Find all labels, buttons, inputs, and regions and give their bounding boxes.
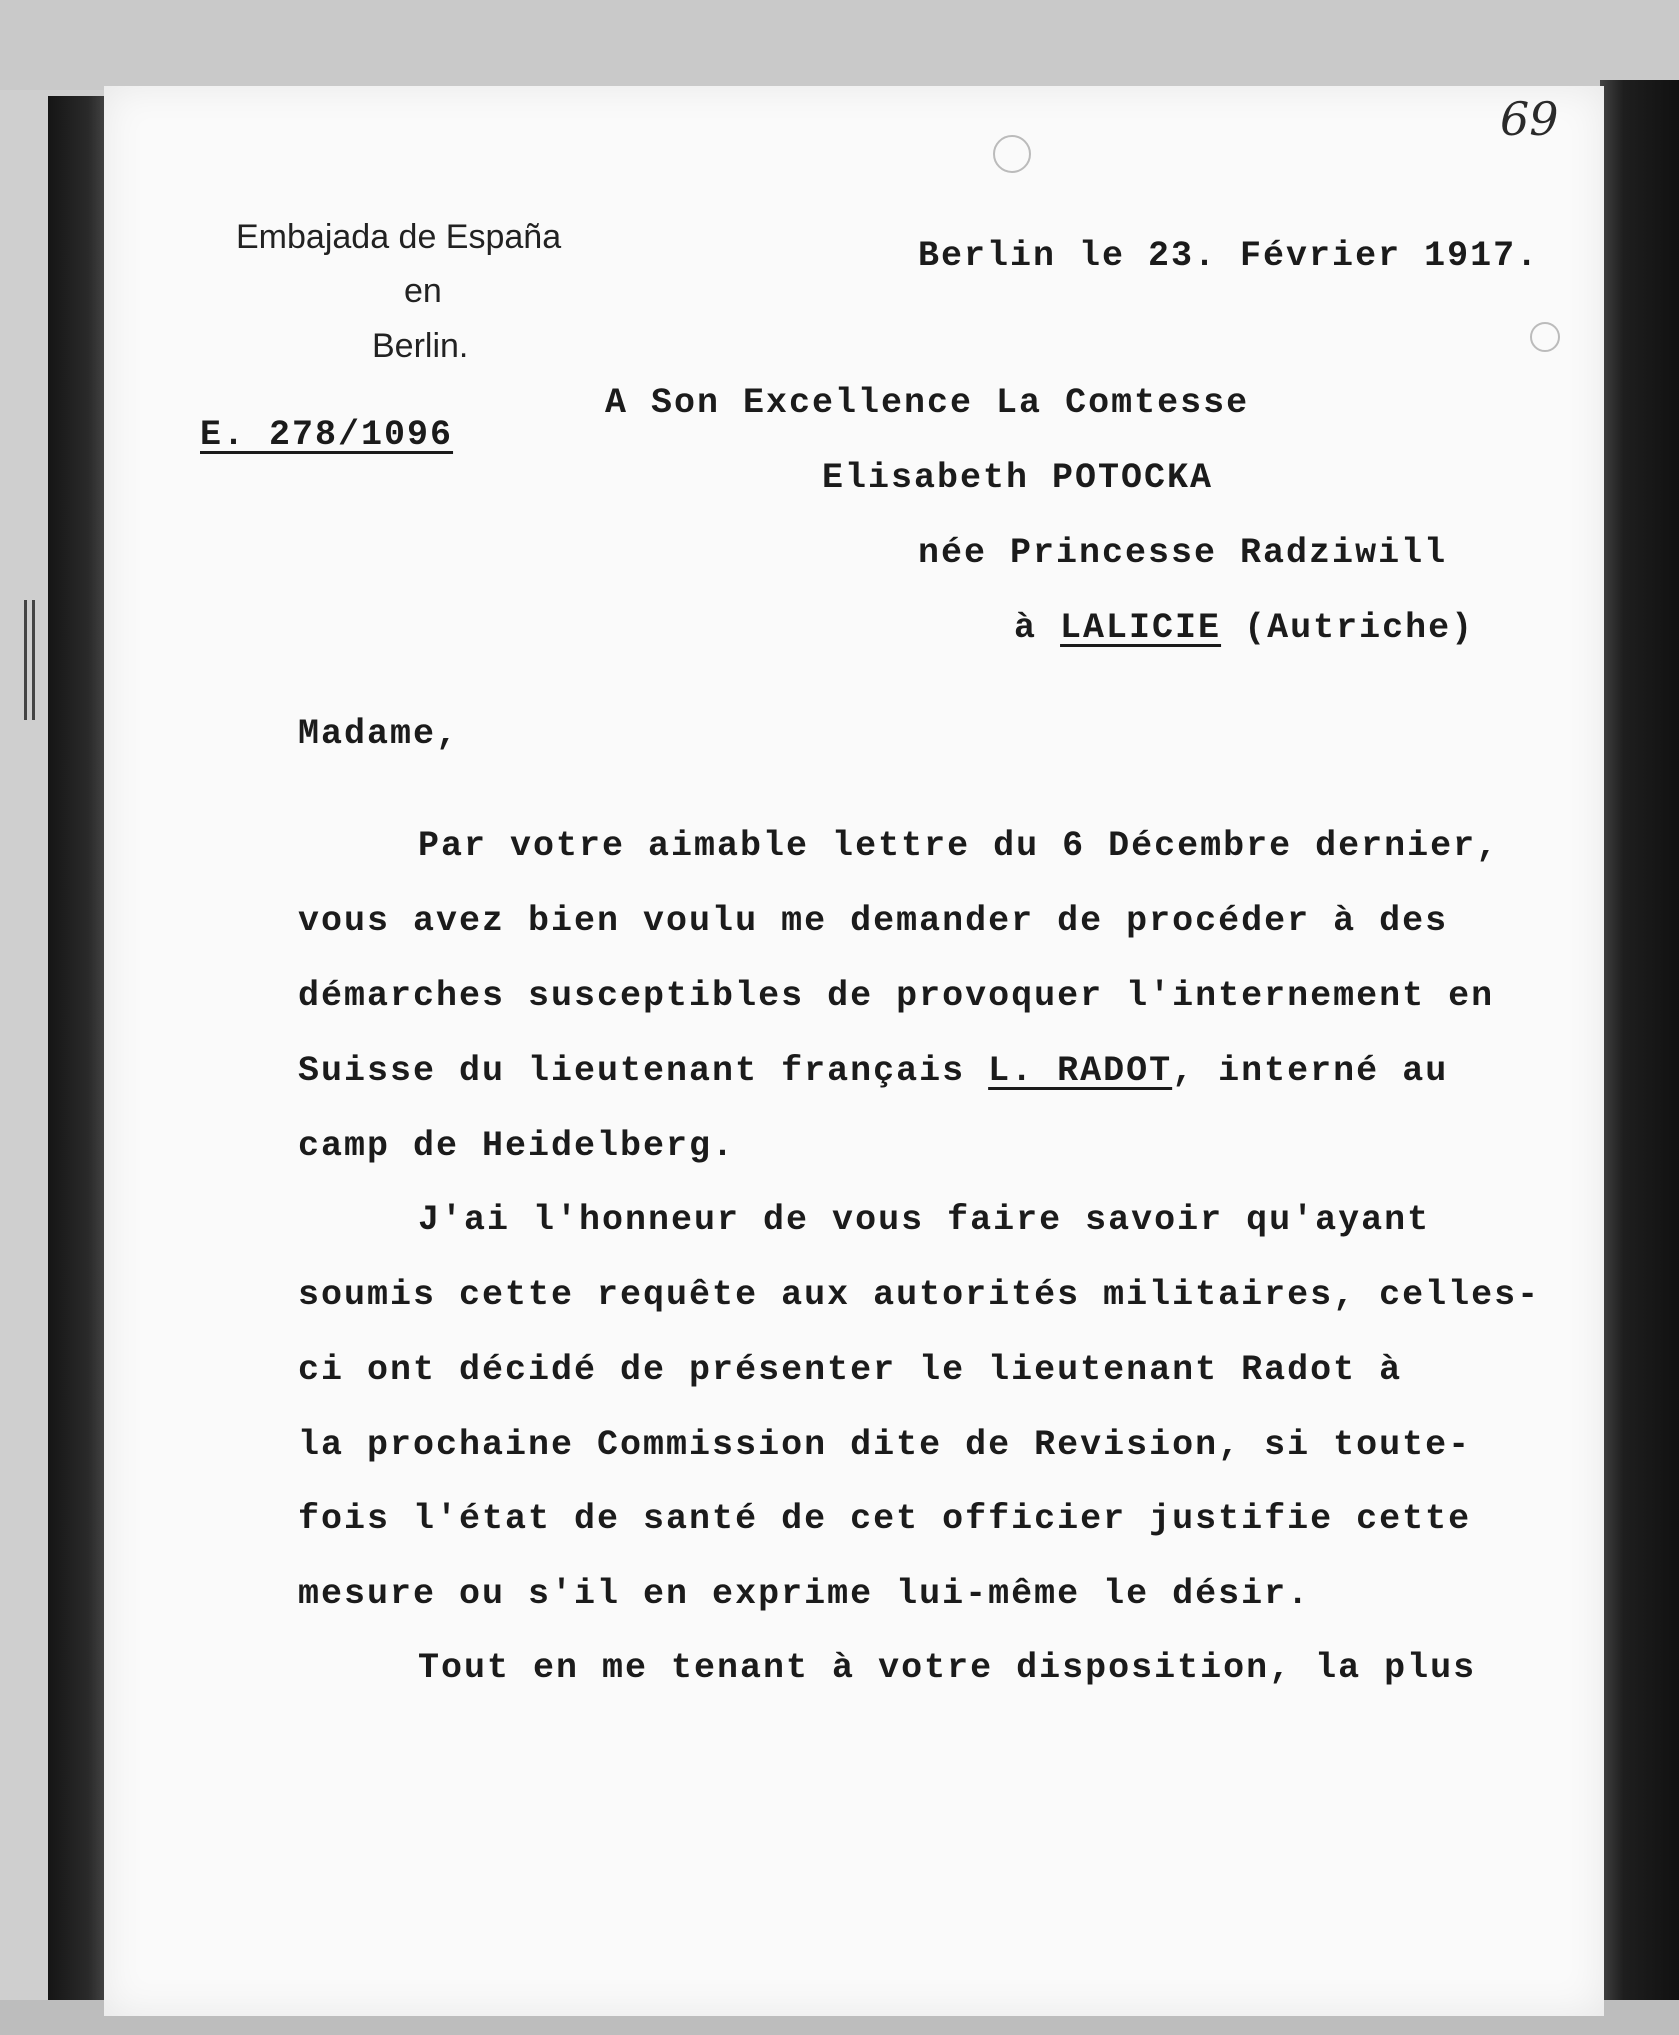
recipient-line3: née Princesse Radziwill [918, 533, 1448, 573]
scan-right-shadow [1600, 80, 1679, 2035]
recipient-prefix: à [1014, 608, 1038, 648]
page-number: 69 [1500, 92, 1559, 146]
body-line: vous avez bien voulu me demander de procéder à des [298, 901, 1449, 941]
officer-name: L. RADOT [988, 1051, 1173, 1091]
body-text: Suisse du lieutenant français [298, 1051, 966, 1091]
body-line: ci ont décidé de présenter le lieutenant Radot à [298, 1350, 1403, 1390]
salutation: Madame, [298, 714, 460, 754]
letterhead-line2: en [404, 272, 442, 310]
recipient-line1: A Son Excellence La Comtesse [605, 383, 1250, 423]
scan-background [0, 0, 1679, 90]
body-line: camp de Heidelberg. [298, 1126, 736, 1166]
letterhead-line3: Berlin. [372, 327, 469, 365]
paper-blemish [993, 135, 1031, 173]
body-line: Par votre aimable lettre du 6 Décembre dernier, [418, 826, 1500, 866]
letterhead-line1: Embajada de España [236, 218, 562, 256]
letter-date: Berlin le 23. Février 1917. [918, 236, 1540, 276]
body-text: , interné au [1172, 1051, 1449, 1091]
recipient-line4 [1014, 608, 1474, 648]
body-line: Tout en me tenant à votre disposition, la plus [418, 1648, 1477, 1688]
recipient-country: (Autriche) [1244, 608, 1475, 648]
scan-left-shadow [48, 96, 106, 2006]
body-line: J'ai l'honneur de vous faire savoir qu'ayant [418, 1200, 1431, 1240]
recipient-place: LALICIE [1060, 608, 1222, 648]
body-line: démarches susceptibles de provoquer l'internement en [298, 976, 1495, 1016]
body-line: fois l'état de santé de cet officier justifie cette [298, 1499, 1472, 1539]
body-line [298, 1051, 1448, 1091]
margin-mark [24, 600, 27, 720]
body-line: soumis cette requête aux autorités militaires, celles- [298, 1275, 1541, 1315]
body-line: mesure ou s'il en exprime lui-même le désir. [298, 1574, 1311, 1614]
reference-number: E. 278/1096 [200, 415, 454, 455]
body-line: la prochaine Commission dite de Revision, si toute- [298, 1425, 1472, 1465]
paper-blemish [1530, 322, 1560, 352]
margin-mark [32, 600, 35, 720]
recipient-line2: Elisabeth POTOCKA [822, 458, 1214, 498]
